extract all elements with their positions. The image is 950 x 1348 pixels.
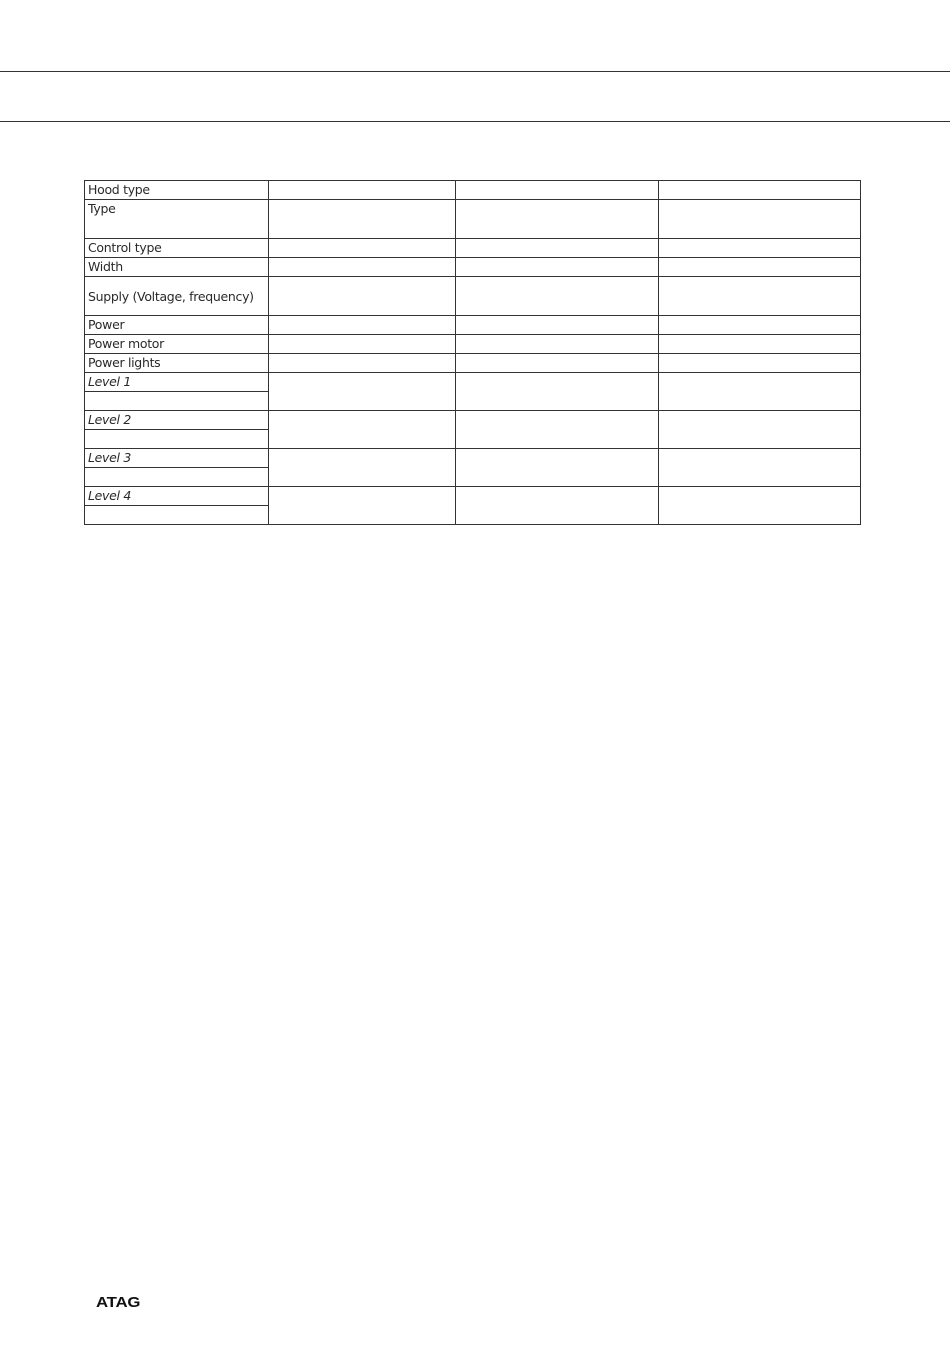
table-cell [269,200,456,239]
table-cell [269,487,456,525]
table-row [85,181,861,200]
row-label-level-1: Level 1 [85,373,269,392]
table-cell [456,239,659,258]
table-cell [456,200,659,239]
table-cell [85,506,269,525]
table-row [85,411,861,430]
table-cell [456,487,659,525]
row-label-level-4: Level 4 [85,487,269,506]
row-label-power-motor: Power motor [85,335,269,354]
table-cell [659,335,861,354]
row-label-supply: Supply (Voltage, frequency) [85,277,269,316]
row-label-level-3: Level 3 [85,449,269,468]
specifications-table [84,180,861,525]
table-cell [456,277,659,316]
table-cell [269,316,456,335]
table-cell [269,277,456,316]
table-row [85,277,861,316]
table-cell [269,449,456,487]
table-row [85,449,861,468]
table-cell [659,373,861,411]
table-cell [456,316,659,335]
table-cell [456,258,659,277]
table-cell [456,373,659,411]
table-cell [659,354,861,373]
table-cell [456,335,659,354]
table-cell [659,277,861,316]
table-cell [659,316,861,335]
row-label-power-lights: Power lights [85,354,269,373]
table-cell [659,411,861,449]
row-label-power: Power [85,316,269,335]
table-row [85,200,861,239]
table-cell [659,181,861,200]
table-cell [85,468,269,487]
row-label-width: Width [85,258,269,277]
row-label-level-2: Level 2 [85,411,269,430]
table-row [85,335,861,354]
atag-logo: ATAG [96,1294,141,1311]
table-cell [456,449,659,487]
table-cell [269,181,456,200]
table-cell [456,181,659,200]
table-row [85,373,861,392]
table-cell [269,258,456,277]
table-cell [456,411,659,449]
row-label-hood-type: Hood type [85,181,269,200]
table-row [85,354,861,373]
table-cell [269,354,456,373]
table-cell [659,239,861,258]
table-row [85,316,861,335]
table-cell [269,239,456,258]
table-row [85,487,861,506]
header-rule-top [0,71,950,72]
row-label-type: Type [85,200,269,239]
table-cell [269,373,456,411]
table-cell [85,392,269,411]
table-cell [85,430,269,449]
table-cell [659,258,861,277]
table-cell [659,449,861,487]
table-row [85,239,861,258]
table-cell [659,487,861,525]
table-cell [659,200,861,239]
row-label-control-type: Control type [85,239,269,258]
table-cell [269,411,456,449]
table-cell [456,354,659,373]
table-row [85,258,861,277]
table-cell [269,335,456,354]
header-rule-bottom [0,121,950,122]
